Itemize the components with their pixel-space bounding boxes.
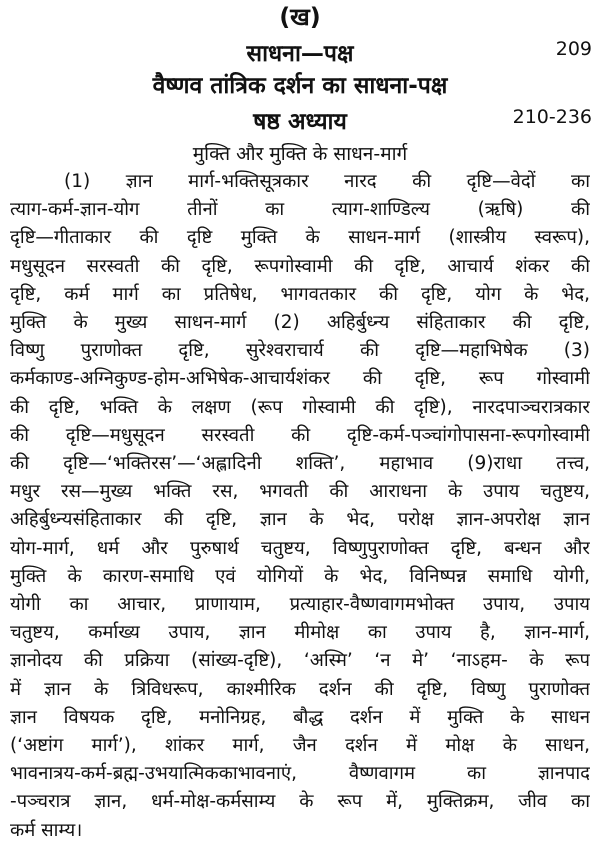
body-line: कर्मकाण्ड-अग्निकुण्ड-होम-अभिषेक-आचार्यशंकर की दृष्टि, रूप गोस्वामी: [10, 368, 590, 390]
body-line: अहिर्बुध्न्यसंहिताकार की दृष्टि, ज्ञान के भेद, परोक्ष ज्ञान-अपरोक्ष ज्ञान: [10, 509, 590, 531]
subtitle: वैष्णव तांत्रिक दर्शन का साधना-पक्ष: [152, 73, 448, 99]
body-line: में ज्ञान के त्रिविधरूप, काश्मीरिक दर्शन की दृष्टि, विष्णु पुराणोक्त: [10, 678, 590, 700]
body-line: योगी का आचार, प्राणायाम, प्रत्याहार-वैष्णवागमभोक्त उपाय, उपाय: [10, 594, 590, 615]
body-line: मुक्ति के मुख्य साधन-मार्ग (2) अहिर्बुध्न्य संहिताकार की दृष्टि,: [10, 312, 590, 333]
body-line: (‘अष्टांग मार्ग’), शांकर मार्ग, जैन दर्शन में मोक्ष के साधन,: [10, 735, 590, 756]
body-line: मुक्ति के कारण-समाधि एवं योगियों के भेद, विनिष्पन्न समाधि योगी,: [10, 565, 590, 587]
body-line: भावनात्रय-कर्म-ब्रह्म-उभयात्मिककाभावनाएं, वैष्णवागम का ज्ञानपाद: [10, 763, 590, 785]
body-line: त्याग-कर्म-ज्ञान-योग तीनों का त्याग-शाण्डिल्य (ऋषि) की: [10, 199, 590, 221]
chapter-heading: मुक्ति और मुक्ति के साधन-मार्ग: [192, 143, 408, 165]
body-line: मधुसूदन सरस्वती की दृष्टि, रूपगोस्वामी की दृष्टि, आचार्य शंकर की: [10, 255, 590, 277]
part-title: साधना—पक्ष: [246, 41, 354, 67]
body-line: मधुर रस—मुख्य भक्ति रस, भगवती की आराधना के उपाय चतुष्टय,: [10, 481, 590, 503]
section-mark: (ख): [279, 3, 321, 31]
body-line: (1) ज्ञान मार्ग-भक्तिसूत्रकार नारद की दृष्टि—वेदों का: [64, 171, 590, 192]
body-line: दृष्टि, कर्म मार्ग का प्रतिषेध, भागवतकार की दृष्टि, योग के भेद,: [10, 283, 590, 305]
body-line: दृष्टि—गीताकार की दृष्टि मुक्ति के साधन-मार्ग (शास्त्रीय स्वरूप),: [10, 227, 590, 249]
body-line: ज्ञानोदय की प्रक्रिया (सांख्य-दृष्टि), ‘अस्मि’ ‘न मे’ ‘नाऽहम- के रूप: [10, 650, 590, 672]
body-line: ज्ञान विषयक दृष्टि, मनोनिग्रह, बौद्ध दर्शन में मुक्ति के साधन: [10, 706, 590, 728]
body-line: कर्म साम्य।: [10, 819, 83, 841]
body-line: की दृष्टि—मधुसूदन सरस्वती की दृष्टि-कर्म-पञ्चांगोपासना-रूपगोस्वामी: [10, 424, 590, 446]
chapter-title: षष्ठ अध्याय: [253, 109, 347, 135]
body-line: विष्णु पुराणोक्त दृष्टि, सुरेश्वराचार्य की दृष्टि—महाभिषेक (3): [10, 340, 590, 362]
body-line: -पञ्चरात्र ज्ञान, धर्म-मोक्ष-कर्मसाम्य के रूप में, मुक्तिक्रम, जीव का: [10, 791, 590, 813]
body-line: चतुष्टय, कर्माख्य उपाय, ज्ञान मीमोक्ष का उपाय है, ज्ञान-मार्ग,: [10, 622, 590, 644]
body-line: की दृष्टि—‘भक्तिरस’—‘अह्लादिनी शक्ति’, महाभाव (9)राधा तत्त्व,: [10, 453, 590, 474]
part-page-number: 209: [555, 38, 592, 60]
body-line: योग-मार्ग, धर्म और पुरुषार्थ चतुष्टय, विष्णुपुराणोक्त दृष्टि, बन्धन और: [10, 537, 590, 559]
body-line: की दृष्टि, भक्ति के लक्षण (रूप गोस्वामी की दृष्टि), नारदपाञ्चरात्रकार: [10, 396, 590, 418]
chapter-page-range: 210-236: [512, 106, 592, 128]
